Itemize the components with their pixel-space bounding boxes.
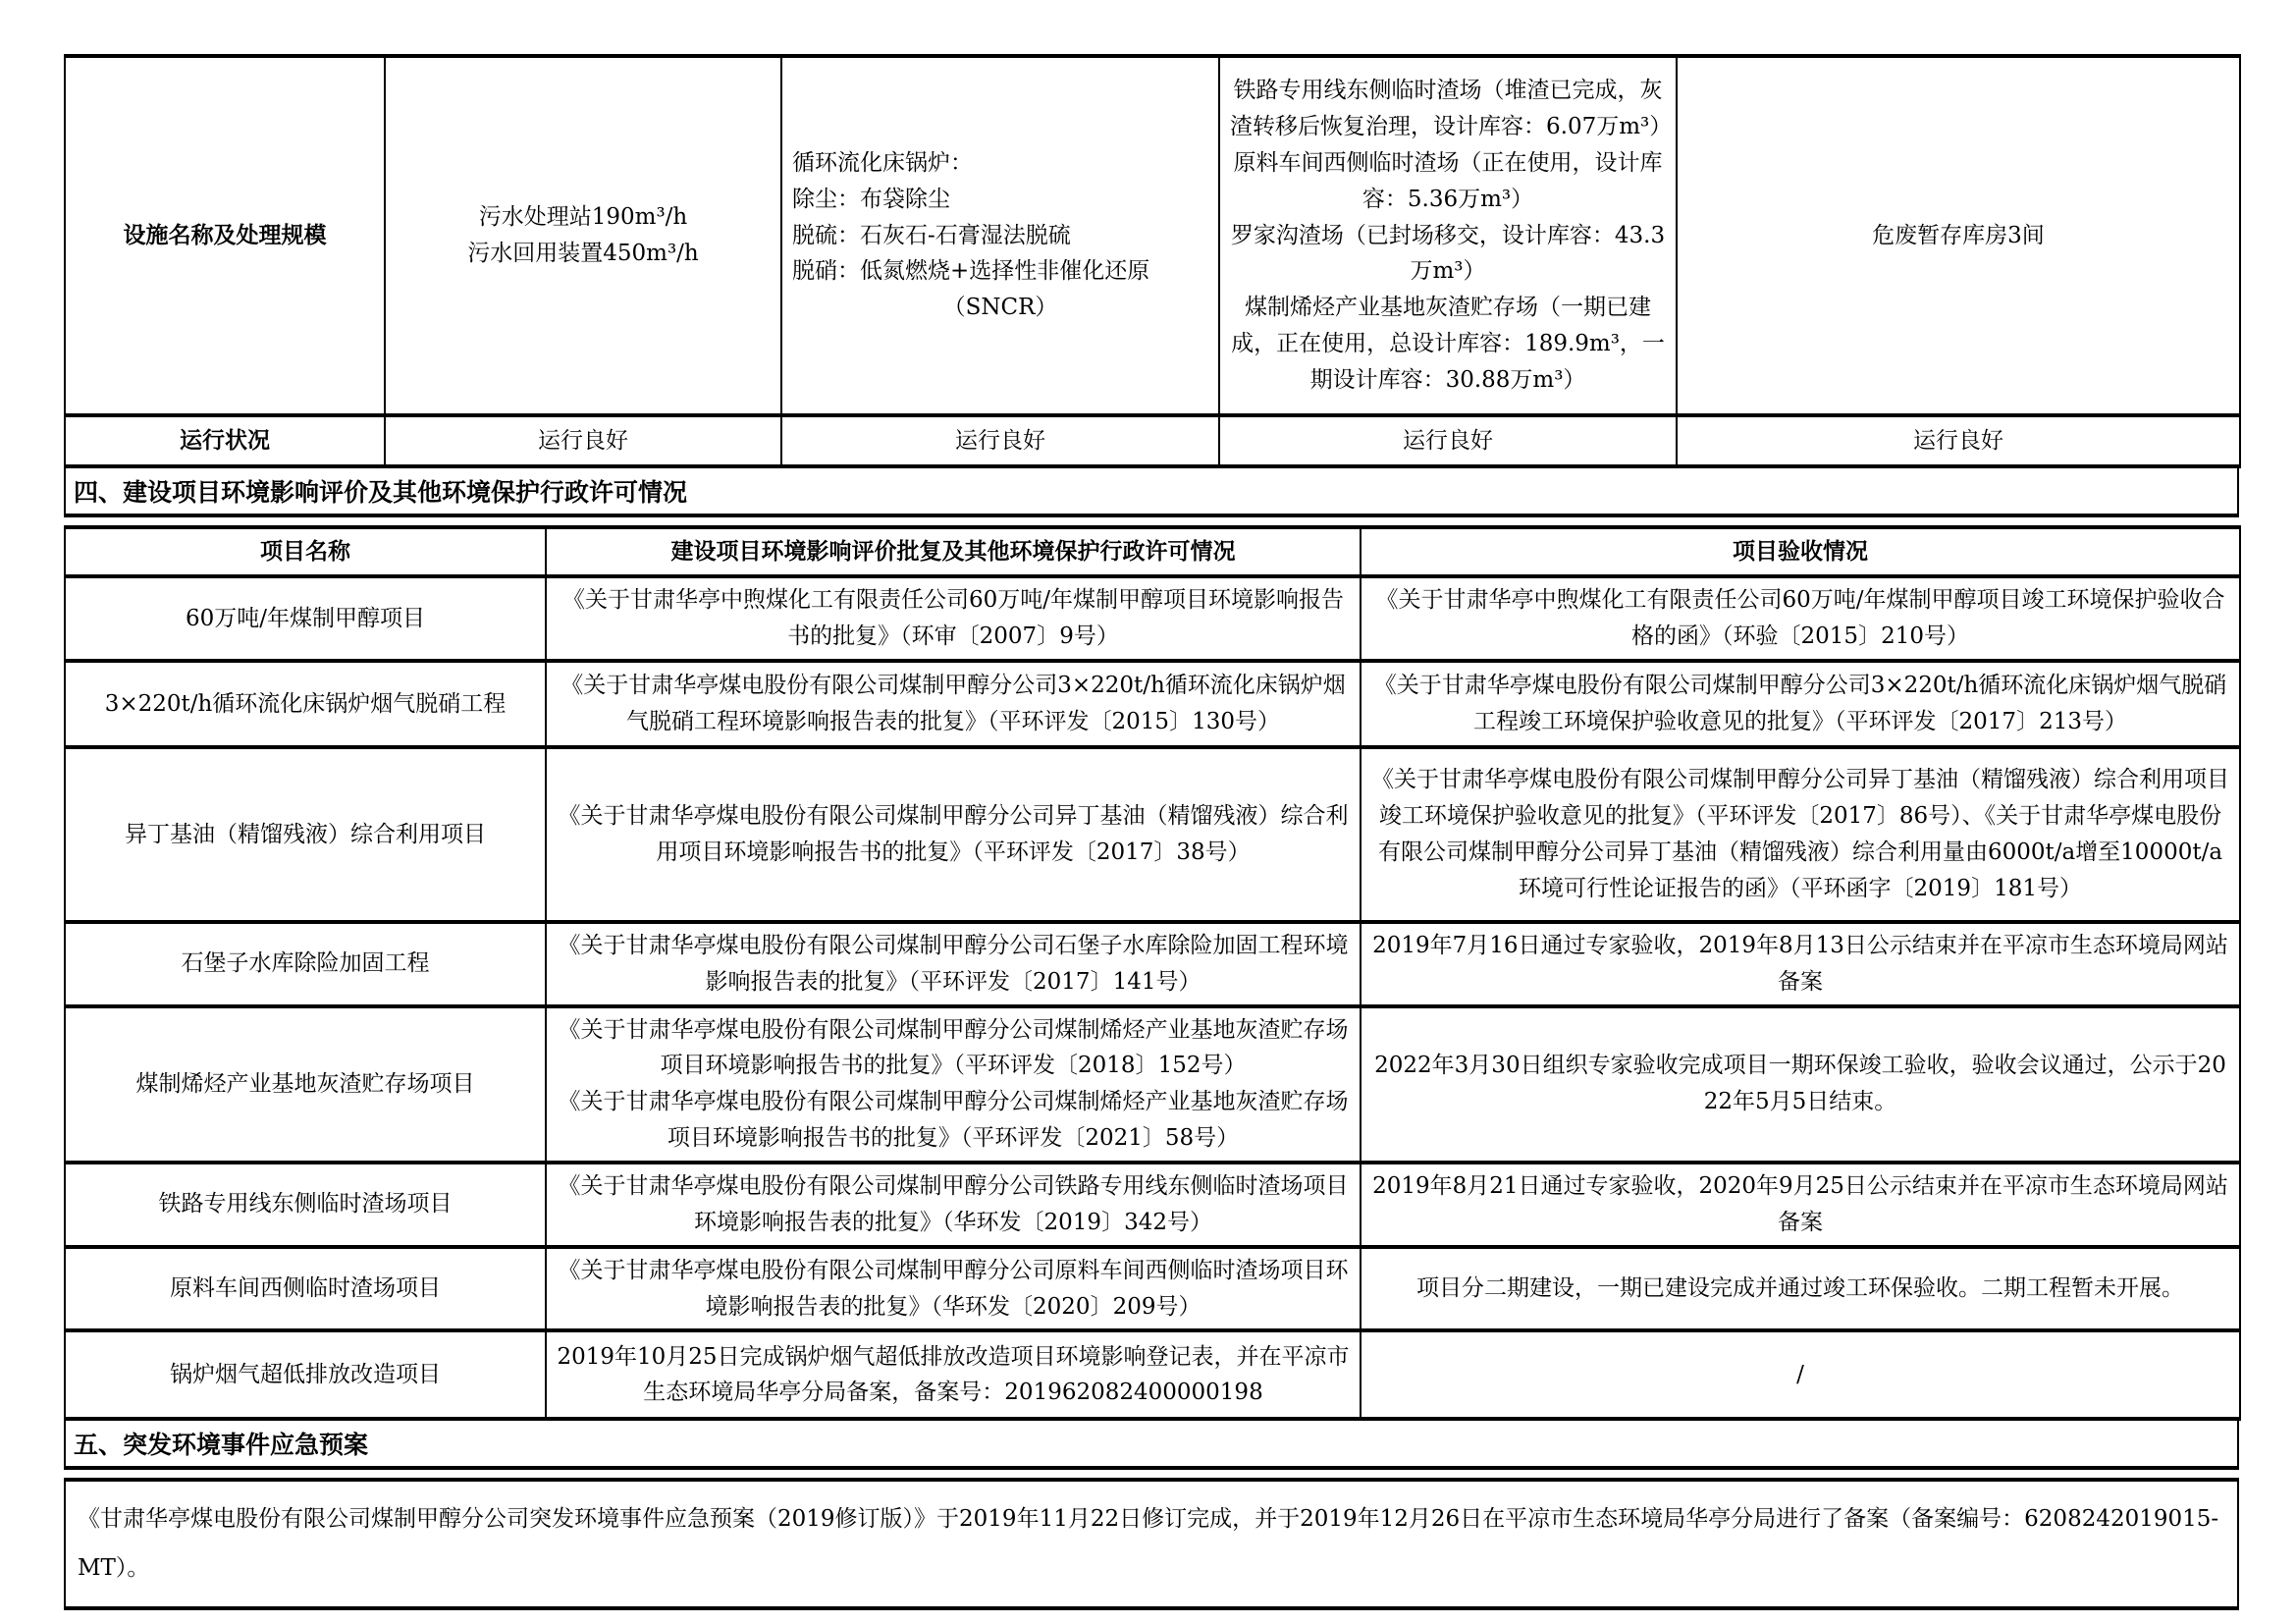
approval-text: 2019年10月25日完成锅炉烟气超低排放改造项目环境影响登记表，并在平凉市生态环境局华亭分局备案，备案号：201962082400000198	[557, 1343, 1350, 1406]
facility-row	[65, 56, 2240, 415]
wastewater-cell	[385, 56, 781, 415]
approval-header: 建设项目环境影响评价批复及其他环境保护行政许可情况	[546, 527, 1361, 576]
project-name-cell: 石堡子水库除险加固工程	[65, 922, 546, 1006]
approval-text: 《关于甘肃华亭煤电股份有限公司煤制甲醇分公司3×220t/h循环流化床锅炉烟气脱硝工程环境影响报告表的批复》（平环评发〔2015〕130号）	[561, 673, 1346, 734]
approval-text: 《关于甘肃华亭煤电股份有限公司煤制甲醇分公司原料车间西侧临时渣场项目环境影响报告表的批复》（华环发〔2020〕209号）	[558, 1257, 1349, 1320]
table-row	[65, 661, 2240, 747]
boiler-line: （SNCR）	[942, 295, 1058, 321]
facilities-table	[64, 54, 2241, 468]
table-row	[65, 1247, 2240, 1331]
acceptance-header: 项目验收情况	[1361, 527, 2240, 576]
approval-text: 《关于甘肃华亭煤电股份有限公司煤制甲醇分公司煤制烯烃产业基地灰渣贮存场项目环境影响报告书的批复》（平环评发〔2018〕152号）	[558, 1016, 1349, 1079]
table-row	[65, 1006, 2240, 1163]
section-five-title: 五、突发环境事件应急预案	[64, 1417, 2239, 1470]
project-name-cell: 锅炉烟气超低排放改造项目	[65, 1330, 546, 1419]
boiler-line: 循环流化床锅炉：	[792, 150, 973, 176]
approval-cell	[546, 661, 1361, 747]
slag-yard-entry: 罗家沟渣场（已封场移交，设计库容：43.3万m³）	[1230, 222, 1666, 285]
wastewater-line: 污水处理站190m³/h	[478, 204, 688, 231]
approval-cell	[546, 576, 1361, 661]
status-cell: 运行良好	[781, 415, 1219, 466]
approval-cell	[546, 747, 1361, 922]
project-name-cell: 3×220t/h循环流化床锅炉烟气脱硝工程	[65, 661, 546, 747]
section-four-title: 四、建设项目环境影响评价及其他环境保护行政许可情况	[64, 464, 2239, 517]
emergency-plan-text: 《甘肃华亭煤电股份有限公司煤制甲醇分公司突发环境事件应急预案（2019修订版）》于2019年11月22日修订完成，并于2019年12月26日在平凉市生态环境局华亭分局进行了备案（备案编号：6208242019015-MT）。	[64, 1478, 2239, 1610]
acceptance-cell: /	[1361, 1330, 2240, 1419]
project-name-cell: 原料车间西侧临时渣场项目	[65, 1247, 546, 1331]
project-name-cell: 异丁基油（精馏残液）综合利用项目	[65, 747, 546, 922]
approval-cell	[546, 1006, 1361, 1163]
table-row	[65, 1330, 2240, 1419]
acceptance-cell: 2019年7月16日通过专家验收，2019年8月13日公示结束并在平凉市生态环境局网站备案	[1361, 922, 2240, 1006]
boiler-line: 除尘：布袋除尘	[792, 186, 950, 212]
acceptance-cell: 《关于甘肃华亭中煦煤化工有限责任公司60万吨/年煤制甲醇项目竣工环境保护验收合格的函》（环验〔2015〕210号）	[1361, 576, 2240, 661]
status-label-cell: 运行状况	[65, 415, 385, 466]
slag-yard-entry: 煤制烯烃产业基地灰渣贮存场（一期已建成，正在使用，总设计库容：189.9m³，一期设计库容：30.88万m³）	[1231, 295, 1665, 393]
acceptance-cell: 《关于甘肃华亭煤电股份有限公司煤制甲醇分公司3×220t/h循环流化床锅炉烟气脱硝工程竣工环境保护验收意见的批复》（平环评发〔2017〕213号）	[1361, 661, 2240, 747]
boiler-line: 脱硝：低氮燃烧+选择性非催化还原	[792, 258, 1150, 285]
table-row	[65, 576, 2240, 661]
status-cell: 运行良好	[1677, 415, 2240, 466]
status-cell: 运行良好	[385, 415, 781, 466]
facility-label-cell: 设施名称及处理规模	[65, 56, 385, 415]
approval-cell	[546, 1247, 1361, 1331]
project-name-cell: 铁路专用线东侧临时渣场项目	[65, 1163, 546, 1247]
approval-text: 《关于甘肃华亭中煦煤化工有限责任公司60万吨/年煤制甲醇项目环境影响报告书的批复》（环审〔2007〕9号）	[561, 587, 1344, 649]
project-name-header: 项目名称	[65, 527, 546, 576]
approval-text: 《关于甘肃华亭煤电股份有限公司煤制甲醇分公司石堡子水库除险加固工程环境影响报告表的批复》（平环评发〔2017〕141号）	[558, 933, 1349, 995]
hazardous-waste-cell: 危废暂存库房3间	[1677, 56, 2240, 415]
slag-yard-entry: 原料车间西侧临时渣场（正在使用，设计库容：5.36万m³）	[1233, 150, 1663, 212]
approval-text: 《关于甘肃华亭煤电股份有限公司煤制甲醇分公司铁路专用线东侧临时渣场项目环境影响报告表的批复》（华环发〔2019〕342号）	[558, 1172, 1349, 1235]
table-row	[65, 747, 2240, 922]
boiler-cell	[781, 56, 1219, 415]
eia-header-row	[65, 527, 2240, 576]
eia-table	[64, 525, 2241, 1421]
document-content	[64, 54, 2239, 1610]
approval-cell	[546, 1163, 1361, 1247]
approval-cell	[546, 1330, 1361, 1419]
acceptance-cell: 《关于甘肃华亭煤电股份有限公司煤制甲醇分公司异丁基油（精馏残液）综合利用项目竣工环境保护验收意见的批复》（平环评发〔2017〕86号）、《关于甘肃华亭煤电股份有限公司煤制甲醇分公司异丁基油（精馏残液）综合利用量由6000t/a增至10000t/a环境可行性论证报告的函》（平环函字〔2019〕181号）	[1361, 747, 2240, 922]
status-row	[65, 415, 2240, 466]
status-cell: 运行良好	[1219, 415, 1677, 466]
wastewater-line: 污水回用装置450m³/h	[467, 241, 699, 266]
approval-text: 《关于甘肃华亭煤电股份有限公司煤制甲醇分公司煤制烯烃产业基地灰渣贮存场项目环境影响报告书的批复》（平环评发〔2021〕58号）	[558, 1089, 1349, 1151]
approval-cell	[546, 922, 1361, 1006]
project-name-cell: 60万吨/年煤制甲醇项目	[65, 576, 546, 661]
acceptance-cell: 项目分二期建设，一期已建设完成并通过竣工环保验收。二期工程暂未开展。	[1361, 1247, 2240, 1331]
acceptance-cell: 2022年3月30日组织专家验收完成项目一期环保竣工验收，验收会议通过，公示于2022年5月5日结束。	[1361, 1006, 2240, 1163]
slag-yard-entry: 铁路专用线东侧临时渣场（堆渣已完成，灰渣转移后恢复治理，设计库容：6.07万m³）	[1230, 78, 1673, 140]
slag-yard-cell	[1219, 56, 1677, 415]
boiler-line: 脱硫：石灰石-石膏湿法脱硫	[792, 222, 1071, 248]
table-row	[65, 1163, 2240, 1247]
approval-text: 《关于甘肃华亭煤电股份有限公司煤制甲醇分公司异丁基油（精馏残液）综合利用项目环境影响报告书的批复》（平环评发〔2017〕38号）	[558, 803, 1349, 865]
table-row	[65, 922, 2240, 1006]
acceptance-cell: 2019年8月21日通过专家验收，2020年9月25日公示结束并在平凉市生态环境局网站备案	[1361, 1163, 2240, 1247]
project-name-cell: 煤制烯烃产业基地灰渣贮存场项目	[65, 1006, 546, 1163]
